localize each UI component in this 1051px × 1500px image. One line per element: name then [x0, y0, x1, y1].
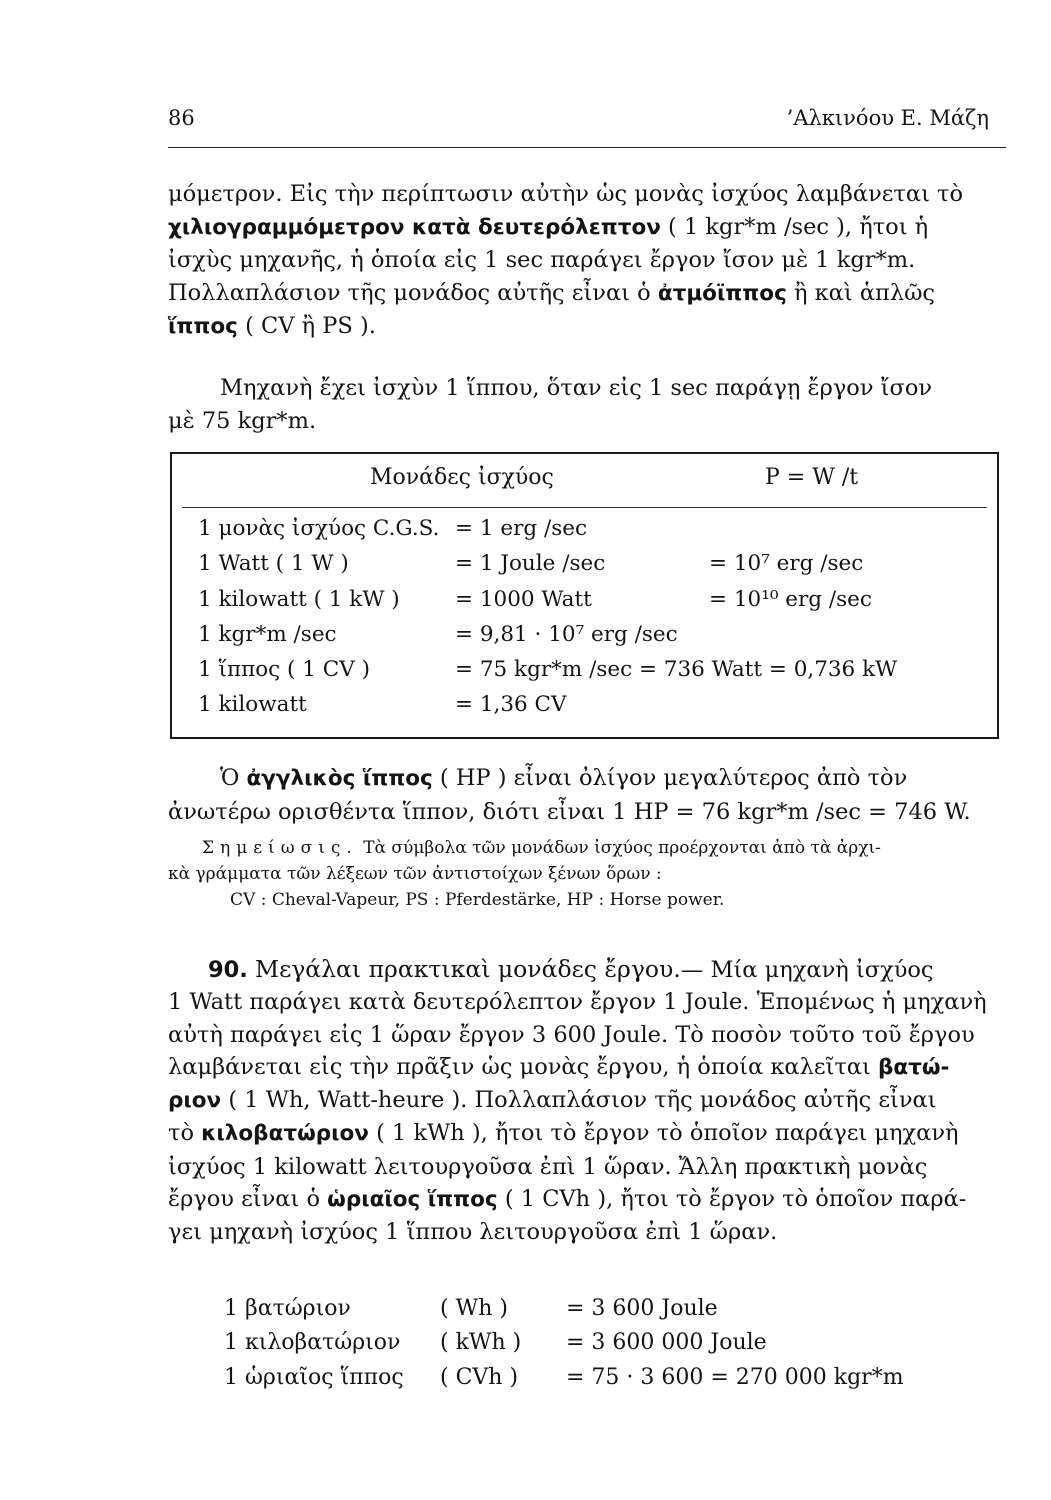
table-row: 1 kilowatt = 1,36 CV: [198, 692, 567, 717]
list-item: 1 βατώριον ( Wh ) = 3 600 Joule: [224, 1296, 718, 1321]
table-row: 1 kgr*m /sec = 9,81 · 10⁷ erg /sec: [198, 622, 678, 647]
page-number: 86: [168, 106, 195, 130]
footnote-symbols: Σημείωσις. Τὰ σύμβολα τῶν μονάδων ἰσχύος προέρχονται ἀπὸ τὰ ἀρχι- κὰ γράμματα τῶν λέξεων τῶν ἀντιστοίχων ξένων ὅρων : CV : Cheval-Vapeur, PS : Pferdestärke, HP : Horse power.: [168, 838, 881, 910]
paragraph-horsepower-definition: Μηχανὴ ἔχει ἰσχὺν 1 ἵππου, ὅταν εἰς 1 sec παράγῃ ἔργον ἴσον μὲ 75 kgr*m.: [168, 375, 933, 434]
section-number: 90.: [208, 957, 248, 983]
table-row: 1 μονὰς ἰσχύος C.G.S. = 1 erg /sec: [198, 516, 588, 541]
list-item: 1 κιλοβατώριον ( kWh ) = 3 600 000 Joule: [224, 1330, 767, 1355]
table-row: 1 ἵππος ( 1 CV ) = 75 kgr*m /sec = 736 Watt = 0,736 kW: [198, 657, 898, 682]
header-rule: [168, 147, 1006, 148]
paragraph-power-units: μόμετρον. Εἰς τὴν περίπτωσιν αὐτὴν ὡς μονὰς ἰσχύος λαμβάνεται τὸ χιλιογραμμόμετρον κατὰ δευτερόλεπτον ( 1 kgr*m /sec ), ἤτοι ἡ ἰσχὺς μηχανῆς, ἡ ὁποία εἰς 1 sec παράγει ἔργον ἴσον μὲ 1 kgr*m. Πολλαπλάσιον τῆς μονάδος αὐτῆς εἶναι ὁ ἀτμόϊππος ἢ καὶ ἁπλῶς ἵππος ( CV ἢ PS ).: [168, 181, 964, 339]
paragraph-english-horsepower: Ὁ ἀγγλικὸς ἵππος ( HP ) εἶναι ὀλίγον μεγαλύτερος ἀπὸ τὸν ἀνωτέρω ορισθέντα ἵππον, διότι εἶναι 1 HP = 76 kgr*m /sec = 746 W.: [168, 765, 971, 825]
power-units-table: [170, 452, 999, 739]
section-90: 90. Μεγάλαι πρακτικαὶ μονάδες ἔργου.— Μία μηχανὴ ἰσχύος 1 Watt παράγει κατὰ δευτερόλεπτον ἔργον 1 Joule. Ἑπομένως ἡ μηχανὴ αὐτὴ παράγει εἰς 1 ὥραν ἔργον 3 600 Joule. Τὸ ποσὸν τοῦτο τοῦ ἔργου λαμβάνεται εἰς τὴν πρᾶξιν ὡς μονὰς ἔργου, ἡ ὁποία καλεῖται βατώ- ριον ( 1 Wh, Watt-heure ). Πολλαπλάσιον τῆς μονάδος αὐτῆς εἶναι τὸ κιλοβατώριον ( 1 kWh ), ἤτοι τὸ ἔργον τὸ ὁποῖον παράγει μηχανὴ ἰσχύος 1 kilowatt λειτουργοῦσα ἐπὶ 1 ὥραν. Ἄλλη πρακτικὴ μονὰς ἔργου εἶναι ὁ ὡριαῖος ἵππος ( 1 CVh ), ἤτοι τὸ ἔργον τὸ ὁποῖον παρά- γει μηχανὴ ἰσχύος 1 ἵππου λειτουργοῦσα ἐπὶ 1 ὥραν.: [168, 955, 987, 1246]
table-formula: P = W /t: [765, 465, 859, 490]
table-row: 1 kilowatt ( 1 kW ) = 1000 Watt = 10¹⁰ erg /sec: [198, 587, 872, 612]
table-heading: Μονάδες ἰσχύος: [370, 465, 554, 490]
section-title: Μεγάλαι πρακτικαὶ μονάδες ἔργου.: [255, 955, 681, 983]
list-item: 1 ὡριαῖος ἵππος ( CVh ) = 75 · 3 600 = 270 000 kgr*m: [224, 1365, 904, 1390]
table-separator: [182, 507, 987, 508]
running-header-author: ’Αλκινόου Ε. Μάζη: [786, 106, 989, 130]
table-row: 1 Watt ( 1 W ) = 1 Joule /sec = 10⁷ erg /sec: [198, 551, 864, 576]
